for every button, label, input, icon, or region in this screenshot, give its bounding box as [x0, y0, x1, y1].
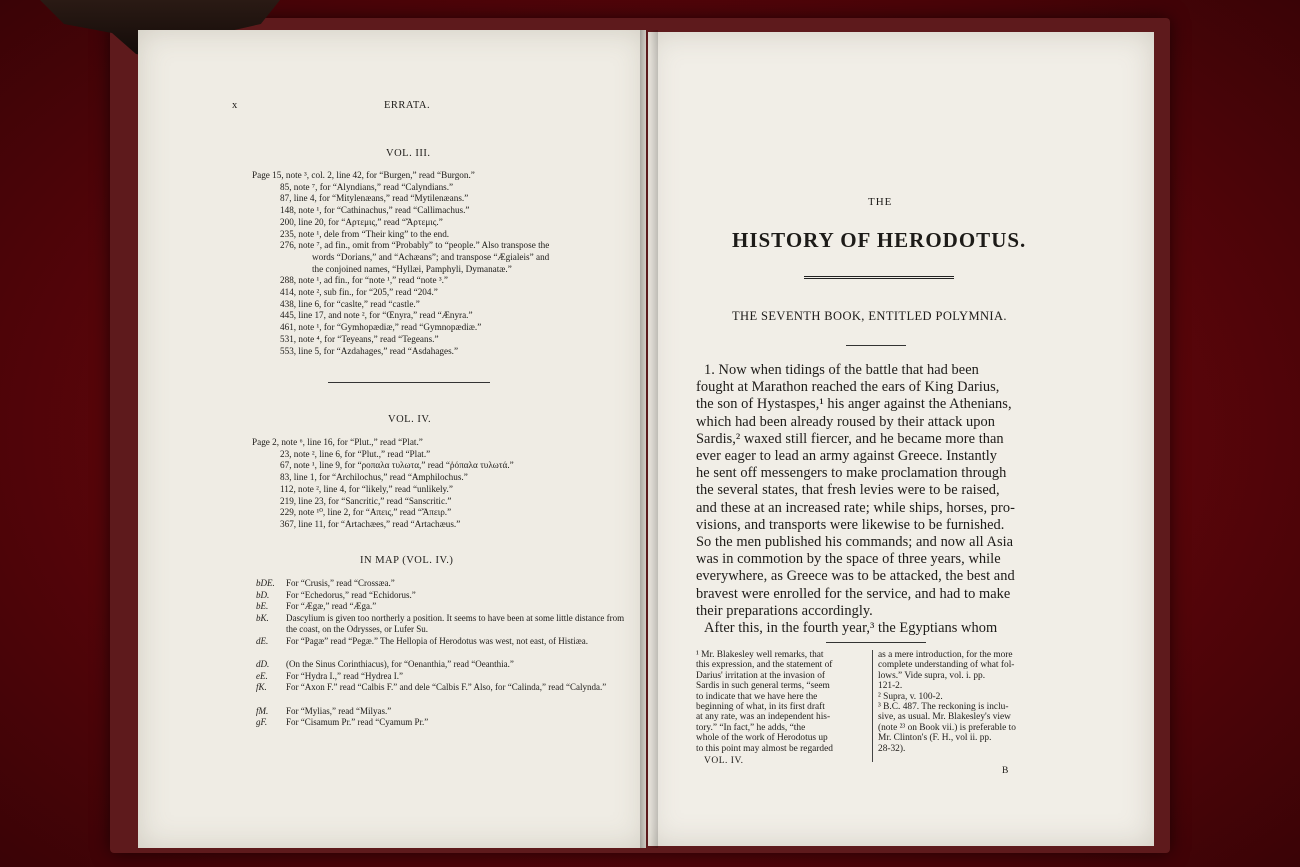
- signature-volume: VOL. IV.: [704, 756, 744, 766]
- errata-entry: 531, note ⁴, for “Teyeans,” read “Tegeans.”: [280, 333, 439, 344]
- map-errata-entry: [256, 589, 626, 601]
- footnote-line: ¹ Mr. Blakesley well remarks, that: [696, 650, 824, 660]
- footnote-line: tory.” “In fact,” he adds, “the: [696, 722, 806, 733]
- map-errata-entry: [256, 705, 626, 717]
- errata-entry: 148, note ¹, for “Cathinachus,” read “Callimachus.”: [280, 205, 470, 216]
- footnote-line: ³ B.C. 487. The reckoning is inclu-: [878, 702, 1009, 712]
- errata-entry: 85, note ⁷, for “Alyndians,” read “Calyndians.”: [280, 181, 454, 192]
- body-line: he sent off messengers to make proclamation through: [696, 465, 1007, 482]
- main-title: HISTORY OF HERODOTUS.: [732, 228, 1027, 252]
- errata-entry: 87, line 4, for “Mitylenæans,” read “Mytilenæans.”: [280, 193, 469, 204]
- map-grid-key: fM.: [256, 705, 269, 716]
- errata-entry: 83, line 1, for “Archilochus,” read “Amphilochus.”: [280, 472, 468, 483]
- errata-entry: 112, note ², line 4, for “likely,” read “unlikely.”: [280, 483, 453, 494]
- footnote-line: this expression, and the statement of: [696, 660, 833, 671]
- errata-entry: 438, line 6, for “caslte,” read “castle.”: [280, 298, 420, 309]
- footnote-line: (note ²³ on Book vii.) is preferable to: [878, 722, 1016, 733]
- body-line: bravest were enrolled for the service, and had to make: [696, 585, 1011, 602]
- errata-entry: 445, line 17, and note ², for “Œnyra,” read “Ænyra.”: [280, 310, 473, 321]
- map-errata-text: For “Cisamum Pr.” read “Cyamum Pr.”: [286, 717, 429, 728]
- short-rule: [846, 345, 906, 346]
- errata-entry: 276, note ⁷, ad fin., omit from “Probably” to “people.” Also transpose the: [280, 240, 550, 251]
- footnote-line: Darius' irritation at the invasion of: [696, 670, 826, 681]
- body-line: the son of Hystaspes,¹ his anger against the Athenians,: [696, 396, 1012, 413]
- errata-entry: 200, line 20, for “Αρτεμις,” read “Ἄρτεμις.”: [280, 216, 443, 227]
- map-errata-text: For “Axon F.” read “Calbis F.” and dele “Calbis F.” Also, for “Calinda,” read “Calynda.”: [286, 682, 607, 693]
- map-grid-key: bK.: [256, 612, 269, 623]
- right-page: [648, 32, 1154, 846]
- footnote-rule: [826, 642, 926, 643]
- map-errata-text: For “Echedorus,” read “Echidorus.”: [286, 589, 416, 600]
- page-number: x: [232, 100, 238, 111]
- map-grid-key: dD.: [256, 659, 270, 670]
- map-errata-entry: [256, 601, 626, 612]
- footnote-line: as a mere introduction, for the more: [878, 650, 1013, 660]
- footnote-line: 121-2.: [878, 681, 903, 692]
- errata-entry: 367, line 11, for “Artachæes,” read “Artachæus.”: [280, 518, 461, 529]
- map-errata-entry: [256, 612, 626, 636]
- errata-entry: 235, note ¹, dele from “Their king” to the end.: [280, 228, 450, 239]
- vol4-heading: VOL. IV.: [388, 414, 432, 425]
- errata-entry: 23, note ², line 6, for “Plut.,” read “Plat.”: [280, 448, 431, 459]
- errata-entry: 288, note ¹, ad fin., for “note ¹,” read “note ³.”: [280, 275, 448, 286]
- footnote-line: complete understanding of what fol-: [878, 660, 1015, 671]
- book-title: THE SEVENTH BOOK, ENTITLED POLYMNIA.: [732, 309, 1007, 323]
- body-line: So the men published his commands; and now all Asia: [696, 534, 1014, 550]
- footnote-line: lows.” Vide supra, vol. i. pp.: [878, 670, 986, 681]
- footnote-column-divider: [872, 650, 873, 762]
- map-heading: IN MAP (VOL. IV.): [360, 555, 454, 566]
- errata-entry: 461, note ¹, for “Gymhopædiæ,” read “Gymnopædiæ.”: [280, 322, 482, 333]
- left-page: [138, 30, 646, 848]
- errata-entry: the conjoined names, “Hyllæi, Pamphyli, Dymanatæ.”: [312, 263, 512, 274]
- errata-entry: words “Dorians,” and “Achæans”; and transpose “Ægialeis” and: [312, 251, 550, 262]
- title-rule: [804, 276, 954, 279]
- errata-entry: 219, line 23, for “Sancritic,” read “Sanscritic.”: [280, 495, 452, 506]
- signature-mark: B: [1002, 766, 1009, 776]
- map-grid-key: fK.: [256, 682, 267, 693]
- body-line: which had been already roused by their attack upon: [696, 413, 995, 430]
- book-gutter: [640, 30, 658, 848]
- map-grid-key: bE.: [256, 601, 269, 612]
- map-errata-entry: [256, 717, 626, 728]
- map-errata-text: (On the Sinus Corinthiacus), for “Oenanthia,” read “Oeanthia.”: [286, 659, 514, 670]
- map-errata-entry: [256, 659, 626, 670]
- map-errata-entry: [256, 682, 626, 693]
- map-errata-text: For “Crusis,” read “Crossæa.”: [286, 578, 395, 588]
- title-the: THE: [868, 196, 893, 208]
- body-line: everywhere, as Greece was to be attacked, the best and: [696, 568, 1015, 585]
- body-line: Sardis,² waxed still fiercer, and he became more than: [696, 430, 1004, 447]
- map-errata-text: Dascylium is given too northerly a position. It seems to have been at some little distance from the coast, on the Odrysses, or Lufer Su.: [286, 612, 625, 635]
- body-line: After this, in the fourth year,³ the Egyptians whom: [704, 620, 998, 636]
- divider: [328, 382, 490, 383]
- map-grid-key: bDE.: [256, 578, 275, 588]
- footnote-line: beginning of what, in its first draft: [696, 702, 825, 712]
- running-head: ERRATA.: [384, 100, 431, 111]
- errata-entry: 229, note ¹⁰, line 2, for “Απεις,” read “Ἄπειρ.”: [280, 507, 452, 518]
- body-line: was in commotion by the space of three years, while: [696, 551, 1001, 568]
- footnote-line: to indicate that we have here the: [696, 691, 818, 702]
- map-errata-entry: [256, 578, 626, 589]
- footnote-line: ² Supra, v. 100-2.: [878, 691, 943, 702]
- body-line: their preparations accordingly.: [696, 602, 873, 619]
- map-errata-entry: [256, 670, 626, 682]
- map-grid-key: dE.: [256, 636, 269, 646]
- body-line: visions, and transports were likewise to be furnished.: [696, 516, 1005, 533]
- footnote-line: Mr. Clinton's (F. H., vol ii. pp.: [878, 733, 992, 744]
- map-grid-key: bD.: [256, 589, 270, 600]
- errata-entry: 67, note ¹, line 9, for “ροπαλα τυλωτα,” read “ῥόπαλα τυλωτά.”: [280, 460, 514, 471]
- footnote-line: Sardis in such general terms, “seem: [696, 681, 830, 692]
- footnote-line: sive, as usual. Mr. Blakesley's view: [878, 712, 1011, 723]
- errata-entry: Page 2, note ⁶, line 16, for “Plut.,” read “Plat.”: [252, 437, 423, 447]
- footnote-line: at any rate, was an independent his-: [696, 712, 831, 723]
- map-errata-text: For “Hydra I.,” read “Hydrea I.”: [286, 670, 403, 681]
- body-line: fought at Marathon reached the ears of King Darius,: [696, 379, 1000, 396]
- map-grid-key: eE.: [256, 670, 268, 681]
- body-line: ever eager to lead an army against Greece. Instantly: [696, 448, 998, 464]
- map-errata-entry: [256, 636, 626, 647]
- body-line: the several states, that fresh levies were to be raised,: [696, 482, 1000, 499]
- map-grid-key: gF.: [256, 717, 268, 728]
- footnote-line: whole of the work of Herodotus up: [696, 733, 828, 744]
- map-errata-text: For “Ægæ,” read “Æga.”: [286, 601, 377, 612]
- errata-entry: 553, line 5, for “Azdahages,” read “Asdahages.”: [280, 345, 459, 356]
- map-errata-text: For “Pagæ” read “Pegæ.” The Hellopia of Herodotus was west, not east, of Histiæa.: [286, 636, 589, 646]
- footnote-line: 28-32).: [878, 743, 906, 754]
- vol3-heading: VOL. III.: [386, 148, 431, 159]
- body-line: 1. Now when tidings of the battle that had been: [704, 362, 979, 378]
- map-errata-text: For “Mylias,” read “Milyas.”: [286, 705, 392, 716]
- errata-entry: 414, note ², sub fin., for “205,” read “204.”: [280, 287, 438, 297]
- errata-entry: Page 15, note ³, col. 2, line 42, for “Burgen,” read “Burgon.”: [252, 170, 475, 180]
- footnote-line: to this point may almost be regarded: [696, 743, 833, 754]
- body-line: and these at an increased rate; while ships, horses, pro-: [696, 499, 1015, 516]
